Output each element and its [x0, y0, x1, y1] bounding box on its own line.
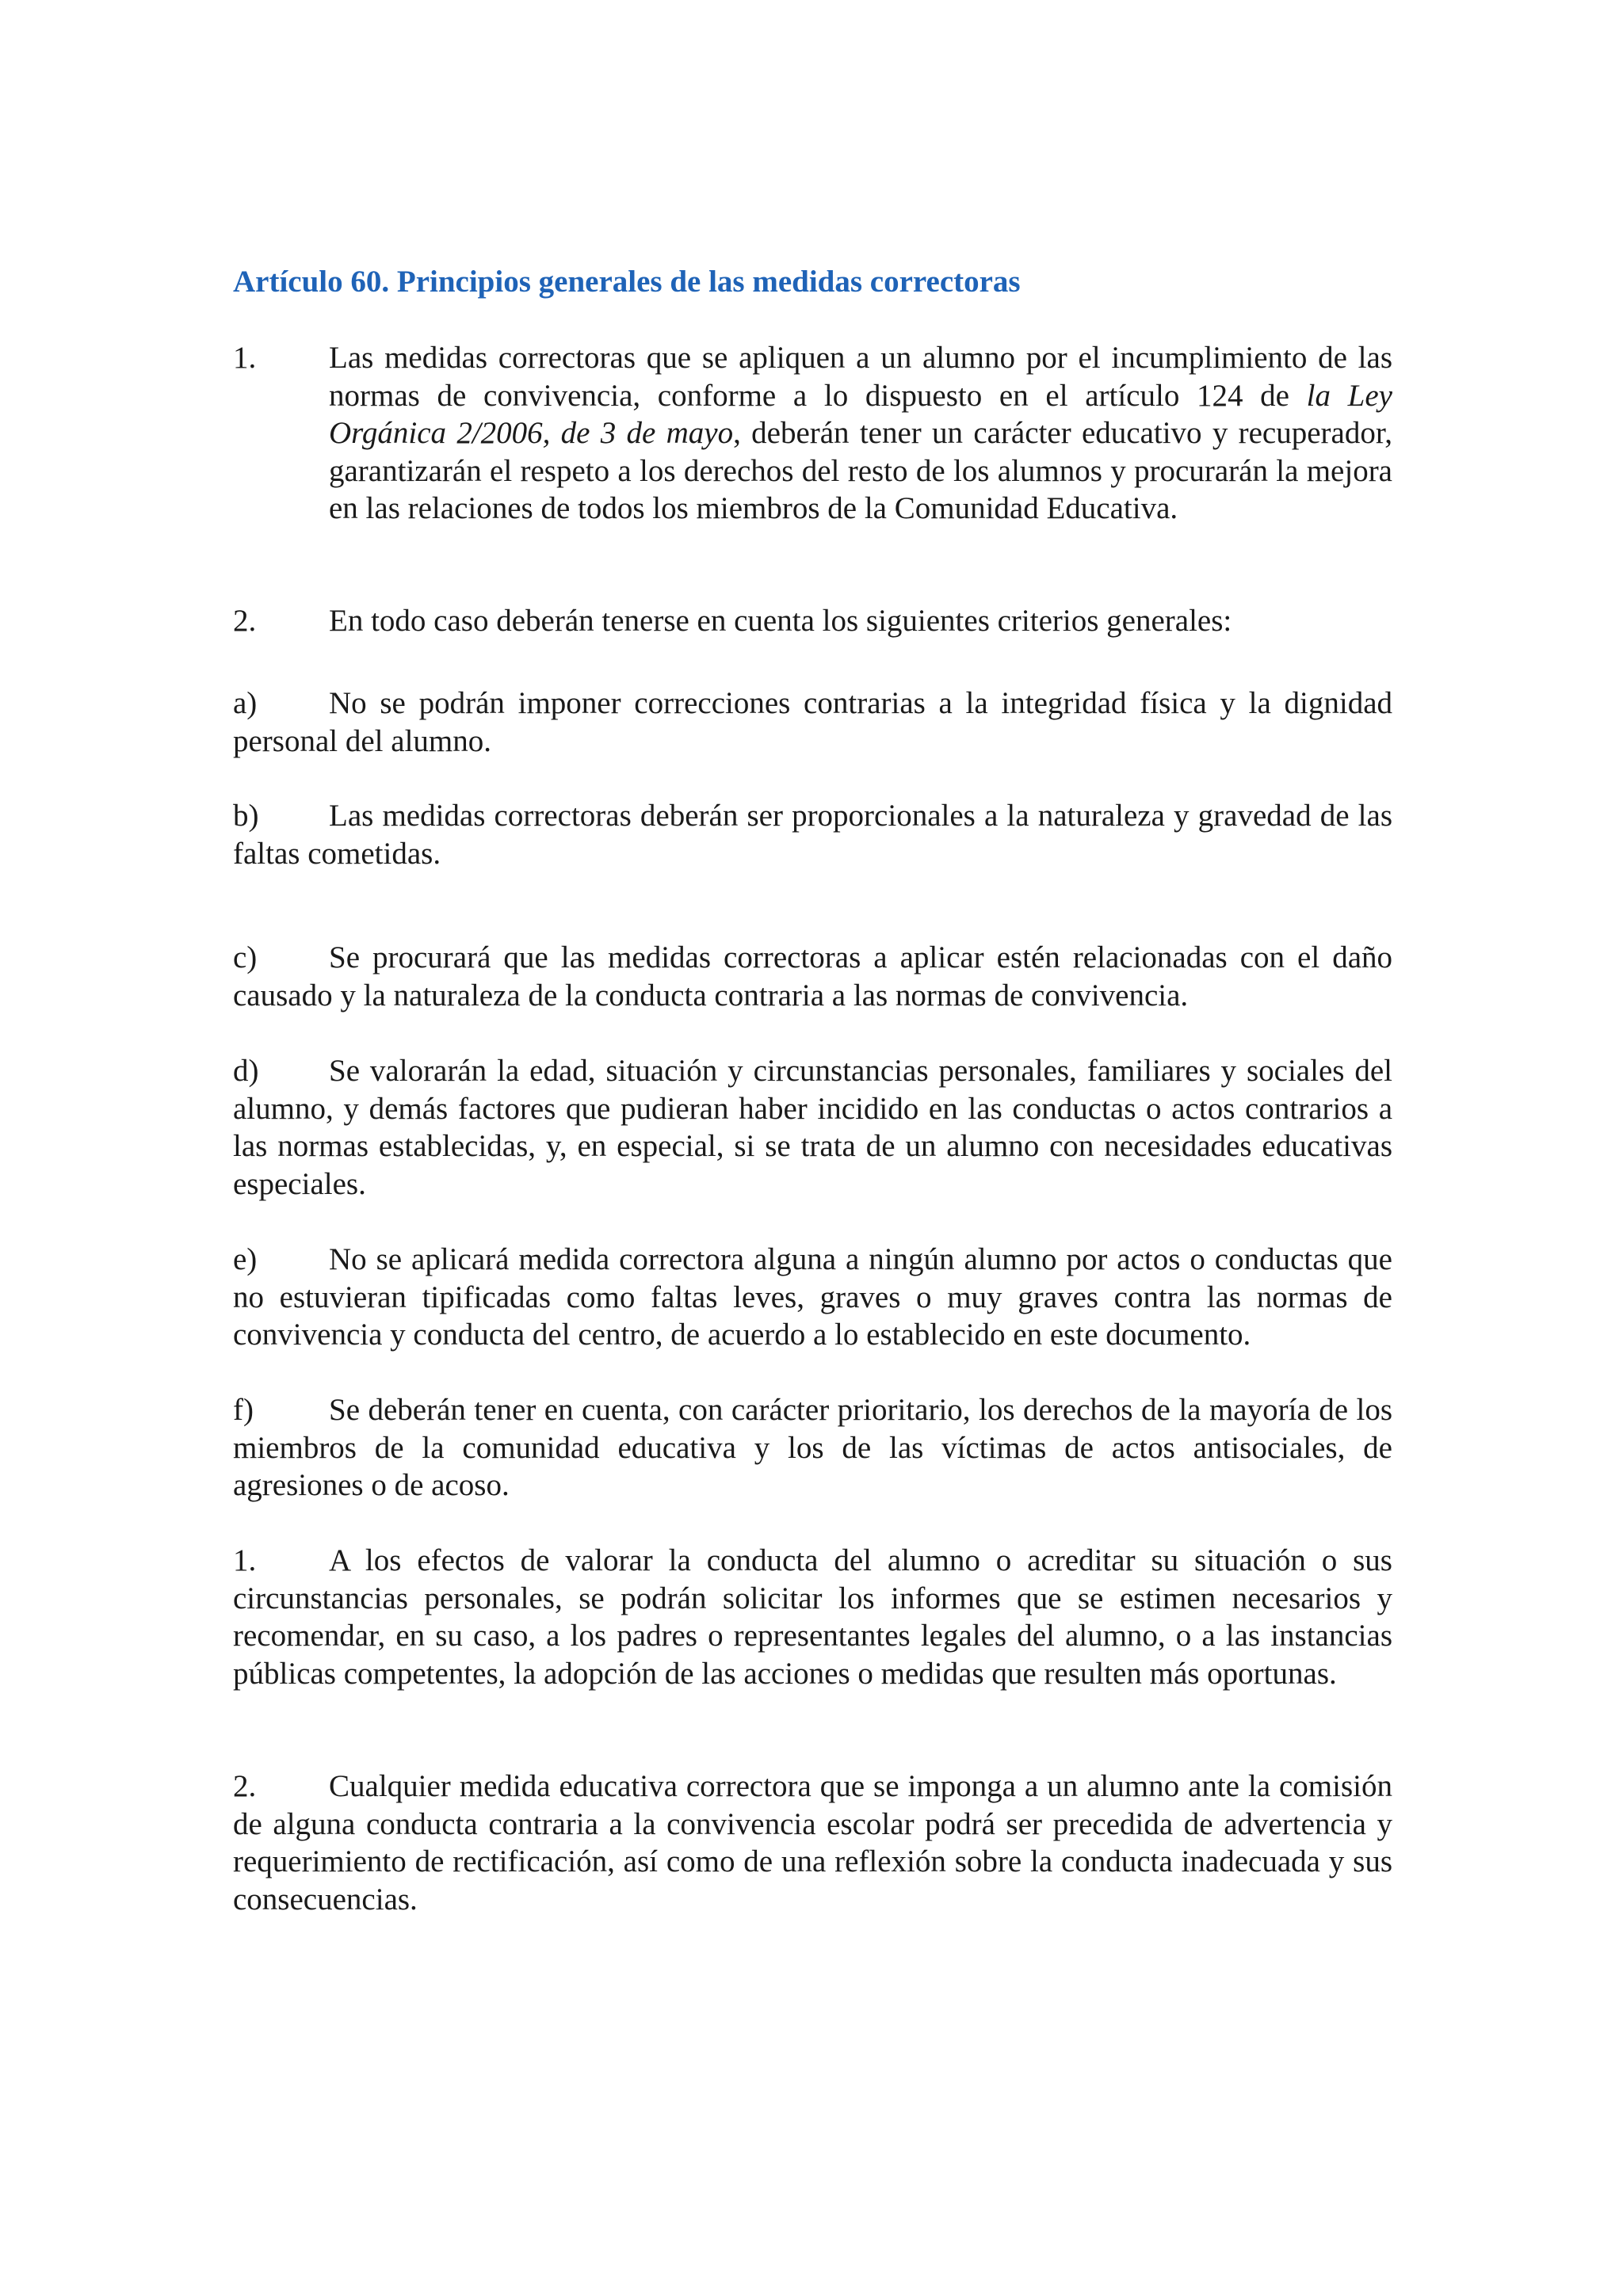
- item-number: 2.: [233, 1769, 257, 1803]
- criterion-label: d): [233, 1054, 259, 1088]
- criterion-text: No se aplicará medida correctora alguna a ningún alumno por actos o conductas que no estuvieran tipificadas como faltas leves, graves o muy graves contra las normas de convivencia y conducta del centro, de acuerdo a lo establecido en este documento.: [233, 1242, 1392, 1352]
- item-text: Las medidas correctoras que se apliquen a un alumno por el incumplimiento de las normas de convivencia, conforme a lo dispuesto en el artículo 124 de la Ley Orgánica 2/2006, de 3 de mayo, deberán tener un carácter educativo y recuperador, garantizarán el respeto a los derechos del resto de los alumnos y procurarán la mejora en las relaciones de todos los miembros de la Comunidad Educativa.: [329, 341, 1392, 525]
- criterion-text: Las medidas correctoras deberán ser proporcionales a la naturaleza y gravedad de las faltas cometidas.: [233, 799, 1392, 871]
- article-heading: Artículo 60. Principios generales de las medidas correctoras: [233, 265, 1021, 299]
- criterion-b: [233, 797, 1392, 872]
- item-number: 2.: [233, 604, 257, 638]
- item-number: 1.: [233, 1543, 257, 1577]
- criterion-e: [233, 1241, 1392, 1354]
- numbered-item-2: [233, 602, 1392, 640]
- item-text: Cualquier medida educativa correctora que se imponga a un alumno ante la comisión de alguna conducta contraria a la convivencia escolar podrá ser precedida de advertencia y requerimiento de rectificación, así como de una reflexión sobre la conducta inadecuada y sus consecuencias.: [233, 1769, 1392, 1917]
- item-text: A los efectos de valorar la conducta del alumno o acreditar su situación o sus circunstancias personales, se podrán solicitar los informes que se estimen necesarios y recomendar, en su caso, a los padres o representantes legales del alumno, o a las instancias públicas competentes, la adopción de las acciones o medidas que resulten más oportunas.: [233, 1543, 1392, 1691]
- criterion-f: [233, 1391, 1392, 1505]
- criterion-text: No se podrán imponer correcciones contrarias a la integridad física y la dignidad personal del alumno.: [233, 686, 1392, 758]
- law-reference: la Ley Orgánica 2/2006, de 3 de mayo: [329, 378, 1392, 450]
- final-item-2: [233, 1768, 1392, 1918]
- numbered-item-1: [233, 339, 1392, 528]
- final-item-1: [233, 1542, 1392, 1692]
- criterion-label: b): [233, 799, 259, 833]
- criterion-text: Se deberán tener en cuenta, con carácter prioritario, los derechos de la mayoría de los miembros de la comunidad educativa y los de las víctimas de actos antisociales, de agresiones o de acoso.: [233, 1393, 1392, 1502]
- criterion-text: Se procurará que las medidas correctoras a aplicar estén relacionadas con el daño causado y la naturaleza de la conducta contraria a las normas de convivencia.: [233, 940, 1392, 1013]
- criterion-d: [233, 1052, 1392, 1203]
- criterion-label: e): [233, 1242, 258, 1276]
- item-text: En todo caso deberán tenerse en cuenta los siguientes criterios generales:: [329, 604, 1232, 638]
- criterion-a: [233, 685, 1392, 760]
- item-number: 1.: [233, 341, 257, 375]
- criterion-c: [233, 939, 1392, 1014]
- criterion-text: Se valorarán la edad, situación y circunstancias personales, familiares y sociales del alumno, y demás factores que pudieran haber incidido en las conductas o actos contrarios a las normas establecidas, y, en especial, si se trata de un alumno con necesidades educativas especiales.: [233, 1054, 1392, 1201]
- criterion-label: a): [233, 686, 258, 720]
- criterion-label: c): [233, 940, 258, 974]
- criterion-label: f): [233, 1393, 254, 1427]
